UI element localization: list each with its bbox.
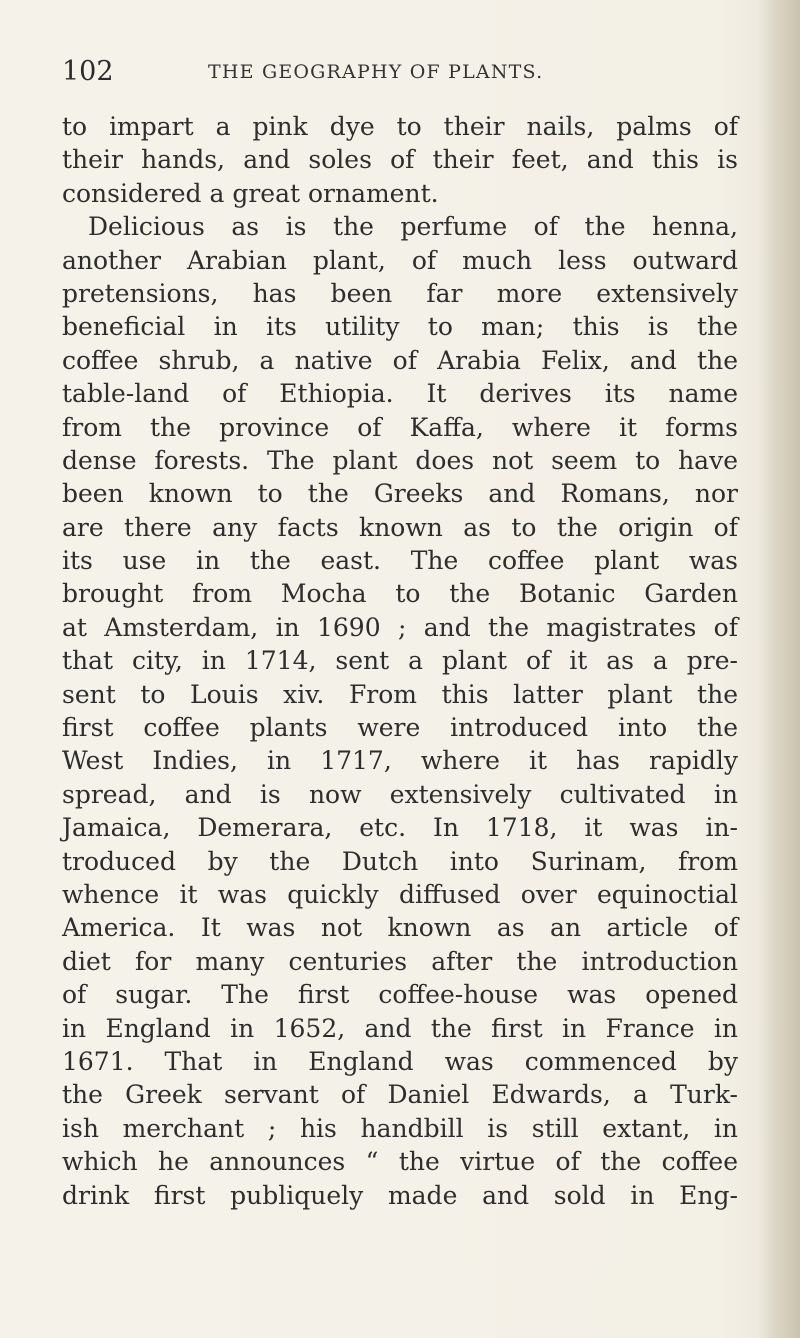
text-line: of sugar. The first coffee-house was opened bbox=[62, 980, 738, 1010]
text-line: America. It was not known as an article of bbox=[62, 913, 738, 943]
text-line: another Arabian plant, of much less outward bbox=[62, 245, 738, 275]
text-line: West Indies, in 1717, where it has rapidly bbox=[62, 746, 738, 776]
text-line: 1671. That in England was commenced by bbox=[62, 1046, 738, 1076]
text-line: which he announces “ the virtue of the coffee bbox=[62, 1147, 738, 1177]
text-line: Jamaica, Demerara, etc. In 1718, it was in- bbox=[62, 813, 738, 843]
text-line: in England in 1652, and the first in France in bbox=[62, 1013, 738, 1043]
text-line: their hands, and soles of their feet, and this is bbox=[62, 145, 738, 175]
text-line: its use in the east. The coffee plant was bbox=[62, 546, 738, 576]
body-text bbox=[62, 110, 738, 1212]
text-line: whence it was quickly diffused over equinoctial bbox=[62, 879, 738, 909]
text-line: been known to the Greeks and Romans, nor bbox=[62, 479, 738, 509]
text-line: ish merchant ; his handbill is still extant, in bbox=[62, 1113, 738, 1143]
page-header bbox=[62, 56, 722, 96]
text-line: considered a great ornament. bbox=[62, 178, 439, 208]
text-line: troduced by the Dutch into Surinam, from bbox=[62, 846, 738, 876]
page-edge-shadow bbox=[758, 0, 800, 1338]
text-line: coffee shrub, a native of Arabia Felix, and the bbox=[62, 345, 738, 375]
page-number: 102 bbox=[62, 56, 114, 87]
text-line: dense forests. The plant does not seem to have bbox=[62, 445, 738, 475]
text-line: brought from Mocha to the Botanic Garden bbox=[62, 579, 738, 609]
text-line: diet for many centuries after the introduction bbox=[62, 946, 738, 976]
text-line: from the province of Kaffa, where it forms bbox=[62, 412, 738, 442]
running-title: THE GEOGRAPHY OF PLANTS. bbox=[208, 61, 544, 83]
text-line: Delicious as is the perfume of the henna, bbox=[88, 212, 738, 242]
text-line: table-land of Ethiopia. It derives its name bbox=[62, 379, 738, 409]
text-line: at Amsterdam, in 1690 ; and the magistrates of bbox=[62, 612, 738, 642]
text-line: pretensions, has been far more extensively bbox=[62, 278, 738, 308]
text-line: are there any facts known as to the origin of bbox=[62, 512, 738, 542]
text-line: the Greek servant of Daniel Edwards, a Turk- bbox=[62, 1080, 738, 1110]
text-line: that city, in 1714, sent a plant of it as a pre- bbox=[62, 646, 738, 676]
text-line: to impart a pink dye to their nails, palms of bbox=[62, 112, 738, 141]
text-line: spread, and is now extensively cultivated in bbox=[62, 779, 738, 809]
text-line: beneficial in its utility to man; this is the bbox=[62, 312, 738, 342]
text-line: sent to Louis xiv. From this latter plant the bbox=[62, 679, 738, 709]
text-line: first coffee plants were introduced into the bbox=[62, 713, 738, 743]
text-line: drink first publiquely made and sold in Eng- bbox=[62, 1180, 738, 1210]
